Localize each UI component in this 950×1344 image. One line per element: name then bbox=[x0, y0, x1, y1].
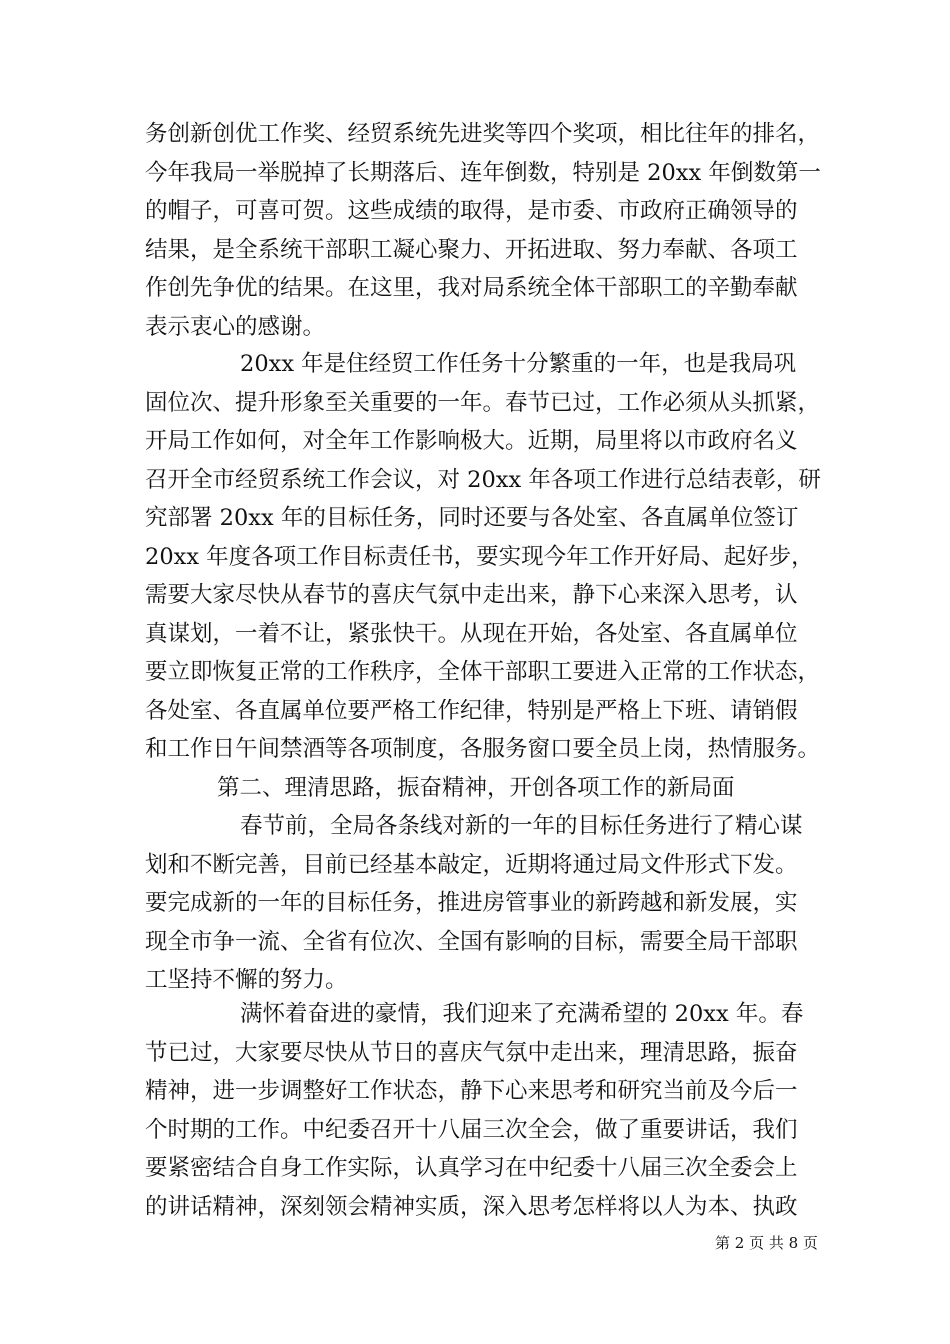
text-line: 开局工作如何，对全年工作影响极大。近期，局里将以市政府名义 bbox=[145, 428, 798, 454]
text-line: 今年我局一举脱掉了长期落后、连年倒数，特别是 20xx 年倒数第一 bbox=[145, 159, 821, 186]
text-line: 召开全市经贸系统工作会议，对 20xx 年各项工作进行总结表彰，研 bbox=[145, 466, 821, 493]
page-number: 第 2 页 共 8 页 bbox=[715, 1234, 818, 1252]
text-line: 春节前，全局各条线对新的一年的目标任务进行了精心谋 bbox=[240, 813, 803, 839]
text-line: 划和不断完善，目前已经基本敲定，近期将通过局文件形式下发。 bbox=[145, 851, 798, 878]
text-line: 结果，是全系统干部职工凝心聚力、开拓进取、努力奉献、各项工 bbox=[145, 236, 798, 263]
text-line: 节已过，大家要尽快从节日的喜庆气氛中走出来，理清思路，振奋 bbox=[145, 1039, 798, 1066]
text-line: 的讲话精神，深刻领会精神实质，深入思考怎样将以人为本、执政 bbox=[145, 1193, 798, 1220]
text-line: 表示衷心的感谢。 bbox=[145, 313, 326, 340]
paragraph-3 bbox=[145, 995, 805, 1226]
text-line: 和工作日午间禁酒等各项制度，各服务窗口要全员上岗，热情服务。 bbox=[145, 736, 821, 762]
text-line: 要完成新的一年的目标任务，推进房管事业的新跨越和新发展，实 bbox=[145, 890, 798, 916]
text-line: 作创先争优的结果。在这里，我对局系统全体干部职工的辛勤奉献 bbox=[145, 275, 798, 301]
text-line: 固位次、提升形象至关重要的一年。春节已过，工作必须从头抓紧， bbox=[145, 389, 821, 416]
text-line: 真谋划，一着不让，紧张快干。从现在开始，各处室、各直属单位 bbox=[145, 620, 798, 647]
text-line: 的帽子，可喜可贺。这些成绩的取得，是市委、市政府正确领导的 bbox=[145, 198, 798, 224]
text-line: 现全市争一流、全省有位次、全国有影响的目标，需要全局干部职 bbox=[145, 928, 798, 955]
text-line: 务创新创优工作奖、经贸系统先进奖等四个奖项，相比往年的排名， bbox=[145, 121, 821, 147]
text-line: 要立即恢复正常的工作秩序，全体干部职工要进入正常的工作状态， bbox=[145, 659, 821, 685]
text-line: 20xx 年度各项工作目标责任书，要实现今年工作开好局、起好步， bbox=[145, 543, 814, 570]
text-line: 究部署 20xx 年的目标任务，同时还要与各处室、各直属单位签订 bbox=[145, 505, 799, 531]
text-line: 工坚持不懈的努力。 bbox=[145, 967, 348, 993]
text-line: 满怀着奋进的豪情，我们迎来了充满希望的 20xx 年。春 bbox=[240, 1001, 804, 1027]
text-line: 要紧密结合自身工作实际，认真学习在中纪委十八届三次全委会上 bbox=[145, 1155, 798, 1181]
text-line: 精神，进一步调整好工作状态，静下心来思考和研究当前及今后一 bbox=[145, 1078, 798, 1104]
paragraph-1 bbox=[145, 115, 821, 346]
text-line: 需要大家尽快从春节的喜庆气氛中走出来，静下心来深入思考，认 bbox=[145, 582, 798, 608]
text-line: 个时期的工作。中纪委召开十八届三次全会，做了重要讲话，我们 bbox=[145, 1116, 798, 1143]
paragraph-2 bbox=[145, 345, 821, 1000]
text-line: 各处室、各直属单位要严格工作纪律，特别是严格上下班、请销假 bbox=[145, 697, 798, 724]
section-heading: 第二、理清思路，振奋精神，开创各项工作的新局面 bbox=[217, 774, 735, 801]
text-line: 20xx 年是住经贸工作任务十分繁重的一年，也是我局巩 bbox=[240, 351, 797, 377]
